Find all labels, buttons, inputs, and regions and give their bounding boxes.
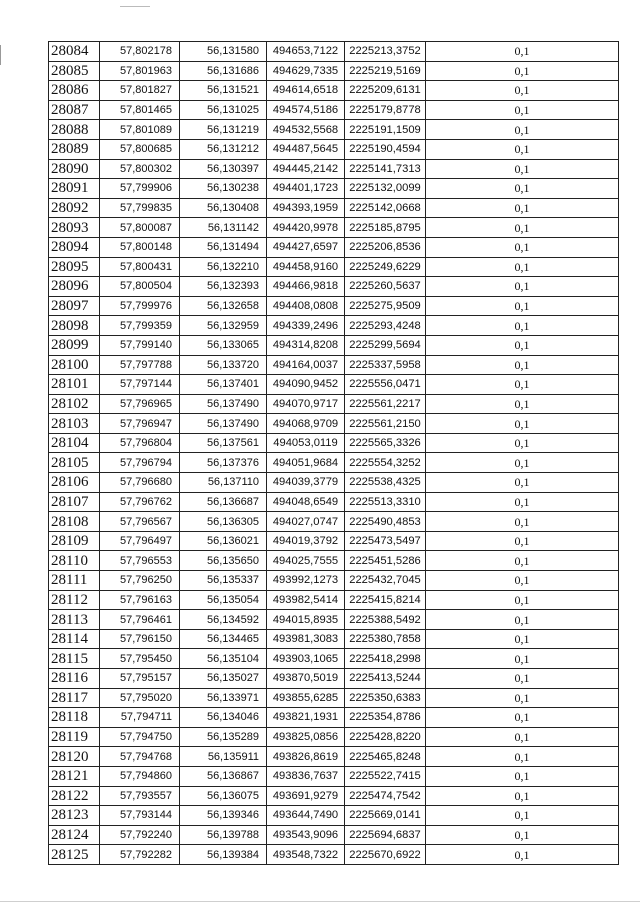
- table-row: [49, 786, 619, 806]
- longitude-cell: 56,135104: [180, 649, 267, 669]
- longitude-cell: 56,132393: [180, 277, 267, 297]
- accuracy-cell: 0,1: [426, 237, 619, 257]
- longitude-cell: 56,133971: [180, 688, 267, 708]
- accuracy-cell: 0,1: [426, 473, 619, 493]
- y-coordinate-cell: 2225554,3252: [345, 453, 426, 473]
- point-number-cell: 28086: [49, 81, 100, 101]
- latitude-cell: 57,801089: [100, 120, 180, 140]
- table-row: [49, 825, 619, 845]
- longitude-cell: 56,130238: [180, 179, 267, 199]
- table-row: [49, 571, 619, 591]
- accuracy-cell: 0,1: [426, 433, 619, 453]
- longitude-cell: 56,131521: [180, 81, 267, 101]
- table-row: [49, 198, 619, 218]
- point-number-cell: 28087: [49, 100, 100, 120]
- accuracy-cell: 0,1: [426, 375, 619, 395]
- x-coordinate-cell: 494053,0119: [267, 433, 345, 453]
- latitude-cell: 57,793557: [100, 786, 180, 806]
- x-coordinate-cell: 494070,9717: [267, 394, 345, 414]
- latitude-cell: 57,795450: [100, 649, 180, 669]
- y-coordinate-cell: 2225260,5637: [345, 277, 426, 297]
- latitude-cell: 57,794750: [100, 727, 180, 747]
- point-number-cell: 28117: [49, 688, 100, 708]
- x-coordinate-cell: 494025,7555: [267, 551, 345, 571]
- table-row: [49, 375, 619, 395]
- y-coordinate-cell: 2225561,2217: [345, 394, 426, 414]
- table-row: [49, 394, 619, 414]
- table-row: [49, 531, 619, 551]
- point-number-cell: 28097: [49, 296, 100, 316]
- point-number-cell: 28092: [49, 198, 100, 218]
- y-coordinate-cell: 2225418,2998: [345, 649, 426, 669]
- x-coordinate-cell: 494614,6518: [267, 81, 345, 101]
- point-number-cell: 28084: [49, 42, 100, 62]
- y-coordinate-cell: 2225350,6383: [345, 688, 426, 708]
- x-coordinate-cell: 494314,8208: [267, 335, 345, 355]
- table-row: [49, 139, 619, 159]
- table-row: [49, 257, 619, 277]
- point-number-cell: 28114: [49, 629, 100, 649]
- point-number-cell: 28104: [49, 433, 100, 453]
- accuracy-cell: 0,1: [426, 100, 619, 120]
- accuracy-cell: 0,1: [426, 453, 619, 473]
- longitude-cell: 56,136305: [180, 512, 267, 532]
- point-number-cell: 28118: [49, 708, 100, 728]
- accuracy-cell: 0,1: [426, 512, 619, 532]
- table-row: [49, 688, 619, 708]
- point-number-cell: 28110: [49, 551, 100, 571]
- accuracy-cell: 0,1: [426, 571, 619, 591]
- table-row: [49, 433, 619, 453]
- x-coordinate-cell: 494574,5186: [267, 100, 345, 120]
- x-coordinate-cell: 494048,6549: [267, 492, 345, 512]
- y-coordinate-cell: 2225669,0141: [345, 806, 426, 826]
- y-coordinate-cell: 2225415,8214: [345, 590, 426, 610]
- y-coordinate-cell: 2225213,3752: [345, 42, 426, 62]
- x-coordinate-cell: 493821,1931: [267, 708, 345, 728]
- accuracy-cell: 0,1: [426, 179, 619, 199]
- point-number-cell: 28108: [49, 512, 100, 532]
- x-coordinate-cell: 494408,0808: [267, 296, 345, 316]
- x-coordinate-cell: 494068,9709: [267, 414, 345, 434]
- latitude-cell: 57,794860: [100, 766, 180, 786]
- table-row: [49, 179, 619, 199]
- latitude-cell: 57,801465: [100, 100, 180, 120]
- latitude-cell: 57,796794: [100, 453, 180, 473]
- x-coordinate-cell: 494090,9452: [267, 375, 345, 395]
- y-coordinate-cell: 2225293,4248: [345, 316, 426, 336]
- accuracy-cell: 0,1: [426, 355, 619, 375]
- table-row: [49, 806, 619, 826]
- point-number-cell: 28119: [49, 727, 100, 747]
- point-number-cell: 28109: [49, 531, 100, 551]
- latitude-cell: 57,796250: [100, 571, 180, 591]
- accuracy-cell: 0,1: [426, 81, 619, 101]
- table-row: [49, 629, 619, 649]
- longitude-cell: 56,137490: [180, 414, 267, 434]
- point-number-cell: 28090: [49, 159, 100, 179]
- x-coordinate-cell: 493825,0856: [267, 727, 345, 747]
- y-coordinate-cell: 2225465,8248: [345, 747, 426, 767]
- longitude-cell: 56,137376: [180, 453, 267, 473]
- point-number-cell: 28089: [49, 139, 100, 159]
- latitude-cell: 57,796163: [100, 590, 180, 610]
- table-row: [49, 100, 619, 120]
- latitude-cell: 57,802178: [100, 42, 180, 62]
- table-row: [49, 747, 619, 767]
- longitude-cell: 56,135911: [180, 747, 267, 767]
- y-coordinate-cell: 2225142,0668: [345, 198, 426, 218]
- x-coordinate-cell: 493548,7322: [267, 845, 345, 865]
- point-number-cell: 28112: [49, 590, 100, 610]
- table-row: [49, 355, 619, 375]
- accuracy-cell: 0,1: [426, 159, 619, 179]
- latitude-cell: 57,801963: [100, 61, 180, 81]
- x-coordinate-cell: 494339,2496: [267, 316, 345, 336]
- table-row: [49, 453, 619, 473]
- longitude-cell: 56,137401: [180, 375, 267, 395]
- latitude-cell: 57,794711: [100, 708, 180, 728]
- table-row: [49, 766, 619, 786]
- point-number-cell: 28113: [49, 610, 100, 630]
- point-number-cell: 28102: [49, 394, 100, 414]
- y-coordinate-cell: 2225191,1509: [345, 120, 426, 140]
- latitude-cell: 57,799976: [100, 296, 180, 316]
- y-coordinate-cell: 2225354,8786: [345, 708, 426, 728]
- longitude-cell: 56,135337: [180, 571, 267, 591]
- latitude-cell: 57,796762: [100, 492, 180, 512]
- latitude-cell: 57,796461: [100, 610, 180, 630]
- latitude-cell: 57,796965: [100, 394, 180, 414]
- table-row: [49, 218, 619, 238]
- longitude-cell: 56,133720: [180, 355, 267, 375]
- y-coordinate-cell: 2225670,6922: [345, 845, 426, 865]
- y-coordinate-cell: 2225413,5244: [345, 669, 426, 689]
- accuracy-cell: 0,1: [426, 316, 619, 336]
- latitude-cell: 57,797788: [100, 355, 180, 375]
- x-coordinate-cell: 493982,5414: [267, 590, 345, 610]
- y-coordinate-cell: 2225556,0471: [345, 375, 426, 395]
- longitude-cell: 56,131686: [180, 61, 267, 81]
- latitude-cell: 57,799835: [100, 198, 180, 218]
- longitude-cell: 56,136687: [180, 492, 267, 512]
- y-coordinate-cell: 2225473,5497: [345, 531, 426, 551]
- table-row: [49, 42, 619, 62]
- latitude-cell: 57,796947: [100, 414, 180, 434]
- x-coordinate-cell: 494019,3792: [267, 531, 345, 551]
- accuracy-cell: 0,1: [426, 766, 619, 786]
- x-coordinate-cell: 493836,7637: [267, 766, 345, 786]
- point-number-cell: 28100: [49, 355, 100, 375]
- y-coordinate-cell: 2225179,8778: [345, 100, 426, 120]
- point-number-cell: 28121: [49, 766, 100, 786]
- latitude-cell: 57,800504: [100, 277, 180, 297]
- latitude-cell: 57,792282: [100, 845, 180, 865]
- x-coordinate-cell: 494458,9160: [267, 257, 345, 277]
- latitude-cell: 57,801827: [100, 81, 180, 101]
- table-row: [49, 277, 619, 297]
- y-coordinate-cell: 2225275,9509: [345, 296, 426, 316]
- accuracy-cell: 0,1: [426, 120, 619, 140]
- longitude-cell: 56,135027: [180, 669, 267, 689]
- x-coordinate-cell: 493644,7490: [267, 806, 345, 826]
- longitude-cell: 56,136021: [180, 531, 267, 551]
- accuracy-cell: 0,1: [426, 551, 619, 571]
- longitude-cell: 56,137110: [180, 473, 267, 493]
- point-number-cell: 28125: [49, 845, 100, 865]
- scan-artifact-bottom: [0, 901, 640, 902]
- x-coordinate-cell: 493870,5019: [267, 669, 345, 689]
- latitude-cell: 57,799906: [100, 179, 180, 199]
- accuracy-cell: 0,1: [426, 806, 619, 826]
- point-number-cell: 28096: [49, 277, 100, 297]
- table-row: [49, 296, 619, 316]
- point-number-cell: 28101: [49, 375, 100, 395]
- x-coordinate-cell: 493826,8619: [267, 747, 345, 767]
- accuracy-cell: 0,1: [426, 218, 619, 238]
- accuracy-cell: 0,1: [426, 590, 619, 610]
- accuracy-cell: 0,1: [426, 139, 619, 159]
- longitude-cell: 56,136075: [180, 786, 267, 806]
- y-coordinate-cell: 2225337,5958: [345, 355, 426, 375]
- table-row: [49, 61, 619, 81]
- table-row: [49, 335, 619, 355]
- y-coordinate-cell: 2225388,5492: [345, 610, 426, 630]
- table-row: [49, 610, 619, 630]
- point-number-cell: 28095: [49, 257, 100, 277]
- accuracy-cell: 0,1: [426, 61, 619, 81]
- longitude-cell: 56,132658: [180, 296, 267, 316]
- point-number-cell: 28093: [49, 218, 100, 238]
- latitude-cell: 57,796553: [100, 551, 180, 571]
- accuracy-cell: 0,1: [426, 296, 619, 316]
- longitude-cell: 56,131219: [180, 120, 267, 140]
- point-number-cell: 28106: [49, 473, 100, 493]
- table-row: [49, 120, 619, 140]
- longitude-cell: 56,139346: [180, 806, 267, 826]
- longitude-cell: 56,139788: [180, 825, 267, 845]
- point-number-cell: 28094: [49, 237, 100, 257]
- coordinates-table-body: [49, 42, 619, 865]
- latitude-cell: 57,796150: [100, 629, 180, 649]
- table-row: [49, 727, 619, 747]
- x-coordinate-cell: 494466,9818: [267, 277, 345, 297]
- table-row: [49, 473, 619, 493]
- table-row: [49, 159, 619, 179]
- latitude-cell: 57,793144: [100, 806, 180, 826]
- y-coordinate-cell: 2225209,6131: [345, 81, 426, 101]
- y-coordinate-cell: 2225432,7045: [345, 571, 426, 591]
- accuracy-cell: 0,1: [426, 649, 619, 669]
- latitude-cell: 57,799140: [100, 335, 180, 355]
- table-row: [49, 81, 619, 101]
- accuracy-cell: 0,1: [426, 335, 619, 355]
- accuracy-cell: 0,1: [426, 845, 619, 865]
- longitude-cell: 56,131025: [180, 100, 267, 120]
- point-number-cell: 28098: [49, 316, 100, 336]
- y-coordinate-cell: 2225249,6229: [345, 257, 426, 277]
- latitude-cell: 57,799359: [100, 316, 180, 336]
- accuracy-cell: 0,1: [426, 277, 619, 297]
- latitude-cell: 57,800087: [100, 218, 180, 238]
- x-coordinate-cell: 493855,6285: [267, 688, 345, 708]
- table-row: [49, 649, 619, 669]
- accuracy-cell: 0,1: [426, 257, 619, 277]
- point-number-cell: 28120: [49, 747, 100, 767]
- point-number-cell: 28085: [49, 61, 100, 81]
- longitude-cell: 56,136867: [180, 766, 267, 786]
- y-coordinate-cell: 2225428,8220: [345, 727, 426, 747]
- longitude-cell: 56,132210: [180, 257, 267, 277]
- table-row: [49, 551, 619, 571]
- y-coordinate-cell: 2225490,4853: [345, 512, 426, 532]
- point-number-cell: 28111: [49, 571, 100, 591]
- table-row: [49, 590, 619, 610]
- x-coordinate-cell: 494027,0747: [267, 512, 345, 532]
- longitude-cell: 56,131142: [180, 218, 267, 238]
- longitude-cell: 56,130408: [180, 198, 267, 218]
- x-coordinate-cell: 494445,2142: [267, 159, 345, 179]
- table-row: [49, 512, 619, 532]
- longitude-cell: 56,133065: [180, 335, 267, 355]
- longitude-cell: 56,134465: [180, 629, 267, 649]
- table-row: [49, 845, 619, 865]
- table-row: [49, 414, 619, 434]
- longitude-cell: 56,131580: [180, 42, 267, 62]
- point-number-cell: 28099: [49, 335, 100, 355]
- latitude-cell: 57,800148: [100, 237, 180, 257]
- latitude-cell: 57,797144: [100, 375, 180, 395]
- accuracy-cell: 0,1: [426, 492, 619, 512]
- y-coordinate-cell: 2225190,4594: [345, 139, 426, 159]
- point-number-cell: 28115: [49, 649, 100, 669]
- y-coordinate-cell: 2225380,7858: [345, 629, 426, 649]
- latitude-cell: 57,800302: [100, 159, 180, 179]
- x-coordinate-cell: 494393,1959: [267, 198, 345, 218]
- accuracy-cell: 0,1: [426, 531, 619, 551]
- y-coordinate-cell: 2225206,8536: [345, 237, 426, 257]
- y-coordinate-cell: 2225185,8795: [345, 218, 426, 238]
- accuracy-cell: 0,1: [426, 727, 619, 747]
- longitude-cell: 56,131494: [180, 237, 267, 257]
- table-row: [49, 669, 619, 689]
- accuracy-cell: 0,1: [426, 786, 619, 806]
- x-coordinate-cell: 493992,1273: [267, 571, 345, 591]
- scan-artifact-left: [0, 45, 1, 65]
- point-number-cell: 28122: [49, 786, 100, 806]
- y-coordinate-cell: 2225219,5169: [345, 61, 426, 81]
- longitude-cell: 56,135289: [180, 727, 267, 747]
- latitude-cell: 57,800685: [100, 139, 180, 159]
- y-coordinate-cell: 2225474,7542: [345, 786, 426, 806]
- x-coordinate-cell: 494427,6597: [267, 237, 345, 257]
- longitude-cell: 56,135054: [180, 590, 267, 610]
- x-coordinate-cell: 494532,5568: [267, 120, 345, 140]
- x-coordinate-cell: 493981,3083: [267, 629, 345, 649]
- accuracy-cell: 0,1: [426, 708, 619, 728]
- y-coordinate-cell: 2225513,3310: [345, 492, 426, 512]
- accuracy-cell: 0,1: [426, 747, 619, 767]
- latitude-cell: 57,796567: [100, 512, 180, 532]
- longitude-cell: 56,137561: [180, 433, 267, 453]
- x-coordinate-cell: 493691,9279: [267, 786, 345, 806]
- latitude-cell: 57,792240: [100, 825, 180, 845]
- x-coordinate-cell: 493543,9096: [267, 825, 345, 845]
- accuracy-cell: 0,1: [426, 629, 619, 649]
- coordinates-table: [48, 41, 619, 865]
- point-number-cell: 28105: [49, 453, 100, 473]
- longitude-cell: 56,137490: [180, 394, 267, 414]
- latitude-cell: 57,796680: [100, 473, 180, 493]
- point-number-cell: 28103: [49, 414, 100, 434]
- accuracy-cell: 0,1: [426, 198, 619, 218]
- x-coordinate-cell: 494629,7335: [267, 61, 345, 81]
- point-number-cell: 28107: [49, 492, 100, 512]
- accuracy-cell: 0,1: [426, 414, 619, 434]
- longitude-cell: 56,134046: [180, 708, 267, 728]
- x-coordinate-cell: 494487,5645: [267, 139, 345, 159]
- accuracy-cell: 0,1: [426, 42, 619, 62]
- y-coordinate-cell: 2225694,6837: [345, 825, 426, 845]
- y-coordinate-cell: 2225132,0099: [345, 179, 426, 199]
- longitude-cell: 56,134592: [180, 610, 267, 630]
- latitude-cell: 57,794768: [100, 747, 180, 767]
- latitude-cell: 57,796804: [100, 433, 180, 453]
- point-number-cell: 28123: [49, 806, 100, 826]
- longitude-cell: 56,135650: [180, 551, 267, 571]
- accuracy-cell: 0,1: [426, 825, 619, 845]
- latitude-cell: 57,795020: [100, 688, 180, 708]
- accuracy-cell: 0,1: [426, 688, 619, 708]
- x-coordinate-cell: 494164,0037: [267, 355, 345, 375]
- x-coordinate-cell: 494653,7122: [267, 42, 345, 62]
- longitude-cell: 56,131212: [180, 139, 267, 159]
- x-coordinate-cell: 494039,3779: [267, 473, 345, 493]
- y-coordinate-cell: 2225451,5286: [345, 551, 426, 571]
- y-coordinate-cell: 2225565,3326: [345, 433, 426, 453]
- x-coordinate-cell: 494420,9978: [267, 218, 345, 238]
- y-coordinate-cell: 2225522,7415: [345, 766, 426, 786]
- x-coordinate-cell: 493903,1065: [267, 649, 345, 669]
- x-coordinate-cell: 494051,9684: [267, 453, 345, 473]
- point-number-cell: 28124: [49, 825, 100, 845]
- y-coordinate-cell: 2225538,4325: [345, 473, 426, 493]
- latitude-cell: 57,800431: [100, 257, 180, 277]
- table-row: [49, 708, 619, 728]
- y-coordinate-cell: 2225299,5694: [345, 335, 426, 355]
- y-coordinate-cell: 2225561,2150: [345, 414, 426, 434]
- latitude-cell: 57,796497: [100, 531, 180, 551]
- longitude-cell: 56,132959: [180, 316, 267, 336]
- table-row: [49, 237, 619, 257]
- scan-artifact-top: [120, 6, 150, 7]
- latitude-cell: 57,795157: [100, 669, 180, 689]
- longitude-cell: 56,130397: [180, 159, 267, 179]
- y-coordinate-cell: 2225141,7313: [345, 159, 426, 179]
- point-number-cell: 28088: [49, 120, 100, 140]
- x-coordinate-cell: 494015,8935: [267, 610, 345, 630]
- table-row: [49, 316, 619, 336]
- x-coordinate-cell: 494401,1723: [267, 179, 345, 199]
- accuracy-cell: 0,1: [426, 610, 619, 630]
- longitude-cell: 56,139384: [180, 845, 267, 865]
- table-row: [49, 492, 619, 512]
- point-number-cell: 28091: [49, 179, 100, 199]
- accuracy-cell: 0,1: [426, 669, 619, 689]
- point-number-cell: 28116: [49, 669, 100, 689]
- accuracy-cell: 0,1: [426, 394, 619, 414]
